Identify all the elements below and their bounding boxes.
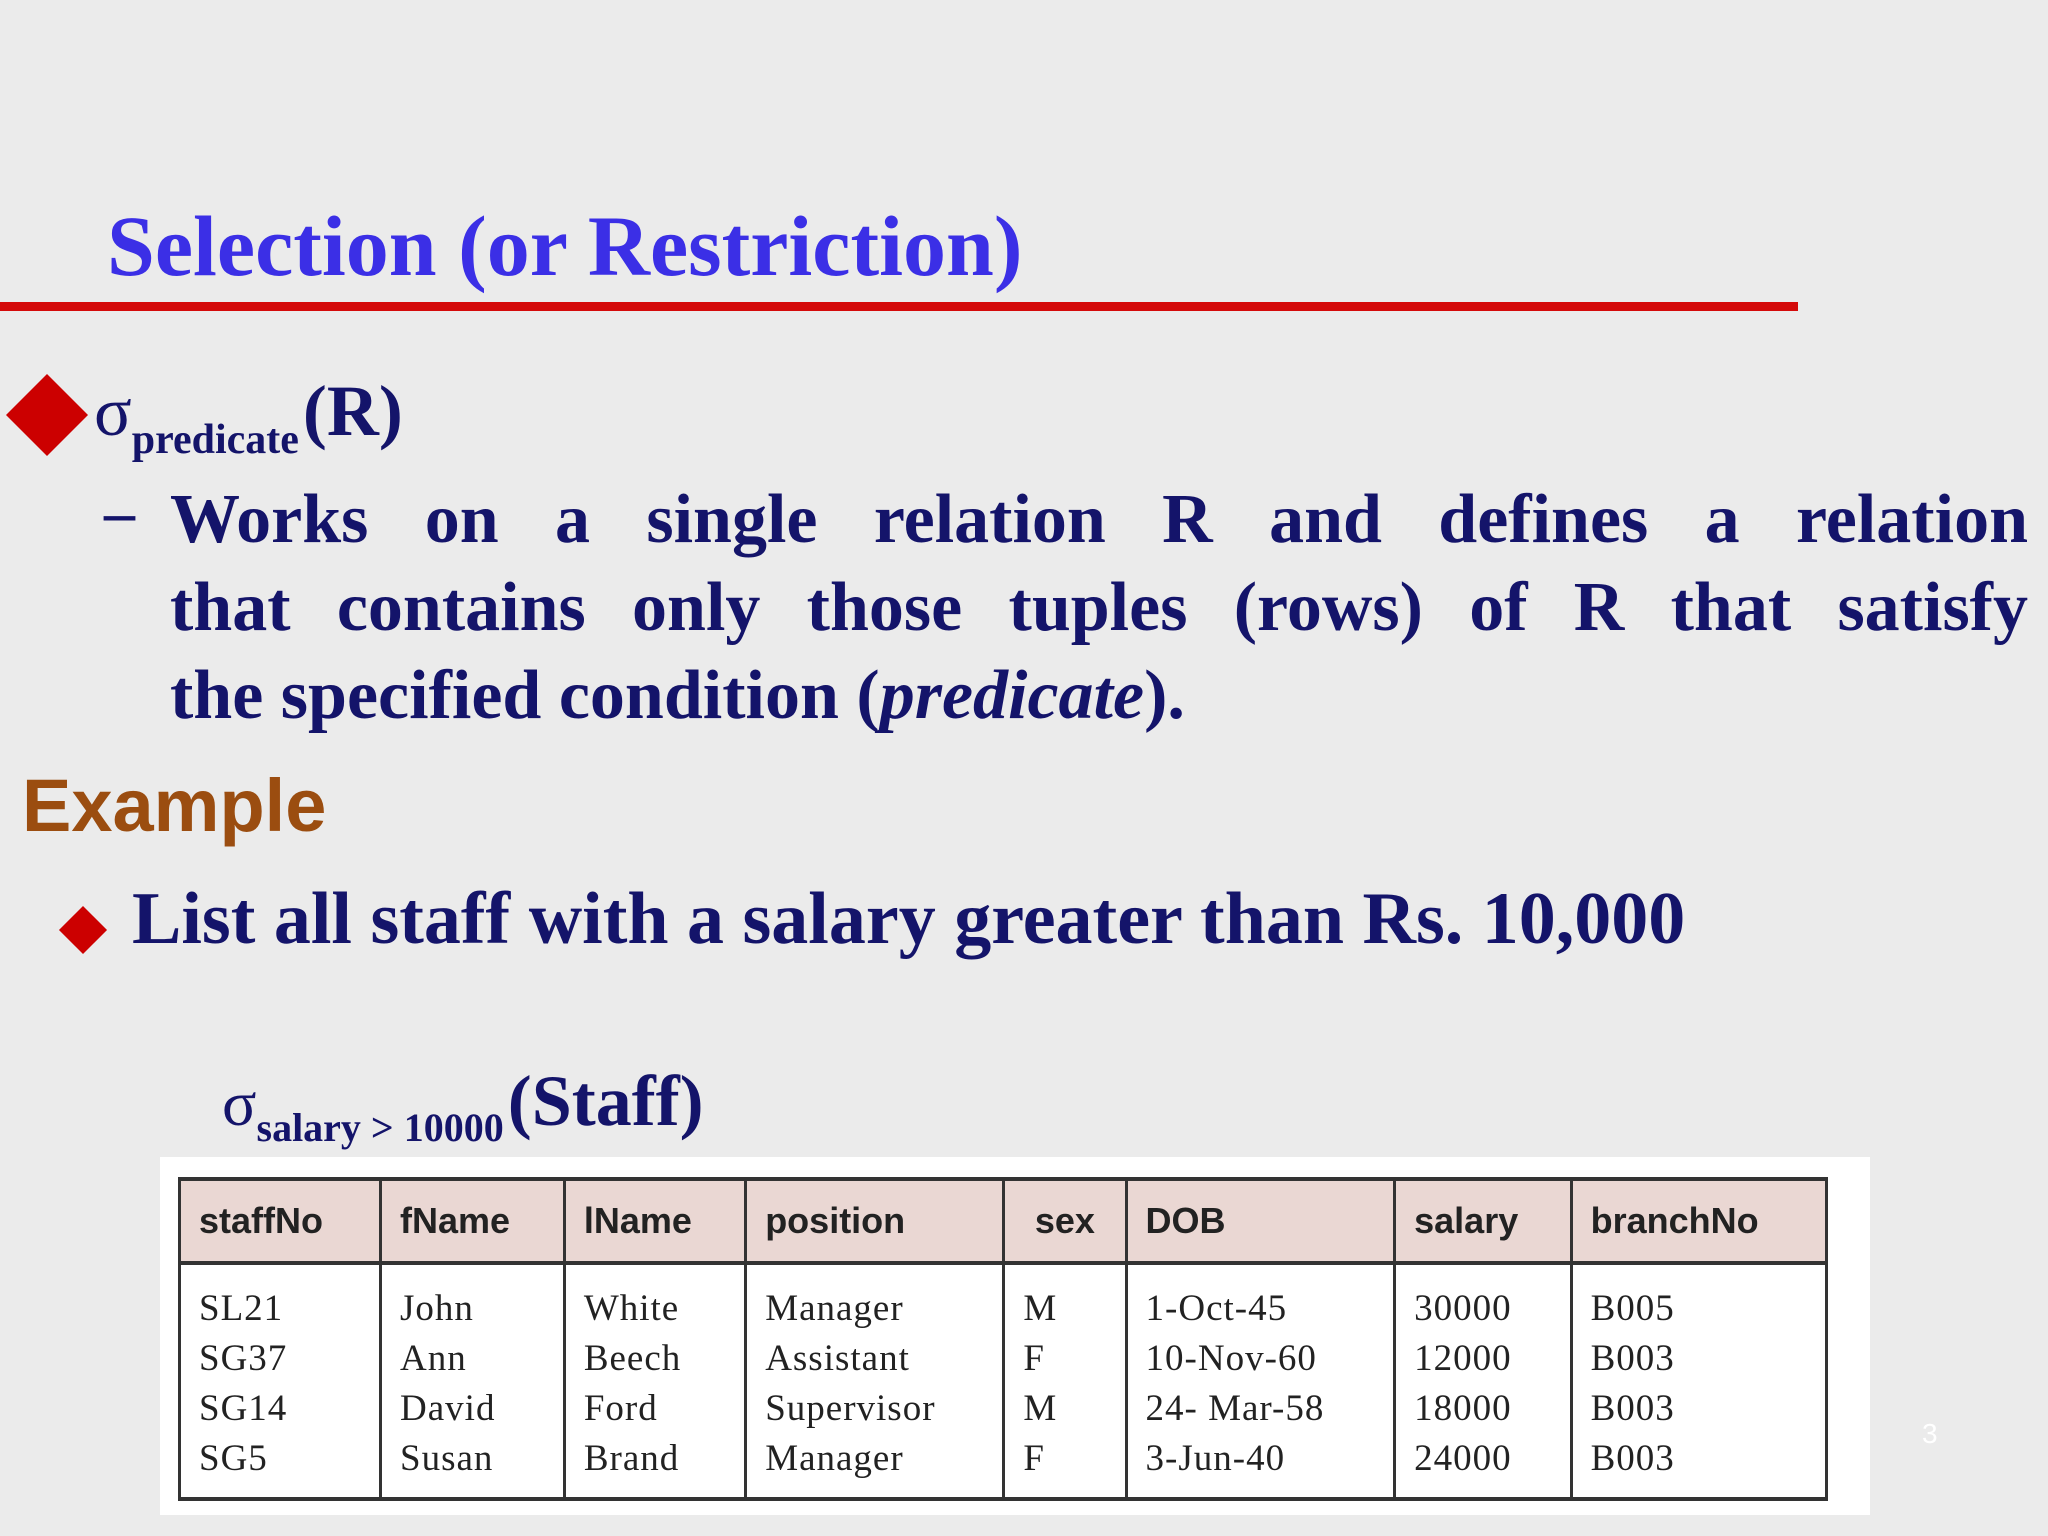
staff-table	[178, 1177, 1828, 1501]
header-branchno: branchNo	[1571, 1179, 1826, 1263]
cell-lname: Ford	[564, 1383, 745, 1433]
header-fname: fName	[381, 1179, 565, 1263]
cell-dob: 3-Jun-40	[1126, 1433, 1395, 1499]
staff-relation: (Staff)	[507, 1061, 704, 1141]
cell-dob: 24- Mar-58	[1126, 1383, 1395, 1433]
description-line-1: Works on a single relation R and defines a relation	[170, 481, 2028, 558]
cell-staffno: SG5	[180, 1433, 381, 1499]
page-number: 3	[1922, 1418, 1938, 1449]
cell-dob: 10-Nov-60	[1126, 1333, 1395, 1383]
sigma-symbol: σ	[222, 1068, 257, 1139]
cell-position: Manager	[746, 1263, 1004, 1333]
dash-bullet: –	[104, 479, 135, 547]
cell-staffno: SG37	[180, 1333, 381, 1383]
cell-fname: Ann	[381, 1333, 565, 1383]
salary-condition-subscript: salary > 10000	[256, 1105, 504, 1150]
header-dob: DOB	[1126, 1179, 1395, 1263]
selection-notation	[94, 370, 403, 463]
example-heading: Example	[22, 764, 327, 847]
cell-position: Assistant	[746, 1333, 1004, 1383]
cell-lname: Beech	[564, 1333, 745, 1383]
table-row	[180, 1383, 1827, 1433]
cell-sex: M	[1004, 1263, 1126, 1333]
description-line-3-suffix: ).	[1144, 657, 1185, 734]
header-sex: sex	[1004, 1179, 1126, 1263]
header-lname: lName	[564, 1179, 745, 1263]
cell-branchno: B003	[1571, 1433, 1826, 1499]
cell-sex: M	[1004, 1383, 1126, 1433]
selection-description	[170, 476, 2028, 740]
cell-sex: F	[1004, 1433, 1126, 1499]
predicate-italic: predicate	[879, 657, 1145, 734]
cell-lname: Brand	[564, 1433, 745, 1499]
table-header-row	[180, 1179, 1827, 1263]
header-position: position	[746, 1179, 1004, 1263]
cell-position: Supervisor	[746, 1383, 1004, 1433]
cell-salary: 30000	[1395, 1263, 1571, 1333]
cell-salary: 24000	[1395, 1433, 1571, 1499]
cell-fname: Susan	[381, 1433, 565, 1499]
table-row	[180, 1433, 1827, 1499]
cell-position: Manager	[746, 1433, 1004, 1499]
slide-title: Selection (or Restriction)	[107, 198, 1023, 294]
staff-table-panel	[160, 1157, 1870, 1515]
table-row	[180, 1263, 1827, 1333]
example-text: List all staff with a salary greater than Rs. 10,000	[132, 878, 1686, 960]
example-selection-notation	[222, 1060, 704, 1150]
cell-staffno: SL21	[180, 1263, 381, 1333]
description-line-3-prefix: the specified condition (	[170, 657, 880, 734]
header-salary: salary	[1395, 1179, 1571, 1263]
cell-branchno: B005	[1571, 1263, 1826, 1333]
cell-dob: 1-Oct-45	[1126, 1263, 1395, 1333]
cell-lname: White	[564, 1263, 745, 1333]
header-staffno: staffNo	[180, 1179, 381, 1263]
relation-argument: (R)	[302, 371, 403, 451]
table-row	[180, 1333, 1827, 1383]
description-line-3	[170, 652, 2028, 740]
description-line-2: that contains only those tuples (rows) of R that satisfy	[170, 569, 2028, 646]
cell-fname: John	[381, 1263, 565, 1333]
cell-salary: 12000	[1395, 1333, 1571, 1383]
sigma-symbol: σ	[94, 374, 132, 451]
cell-sex: F	[1004, 1333, 1126, 1383]
cell-staffno: SG14	[180, 1383, 381, 1433]
cell-branchno: B003	[1571, 1333, 1826, 1383]
cell-salary: 18000	[1395, 1383, 1571, 1433]
cell-fname: David	[381, 1383, 565, 1433]
predicate-subscript: predicate	[131, 417, 299, 463]
diamond-bullet-icon	[6, 374, 88, 456]
cell-branchno: B003	[1571, 1383, 1826, 1433]
title-underline	[0, 302, 1798, 311]
diamond-bullet-icon	[59, 906, 107, 954]
